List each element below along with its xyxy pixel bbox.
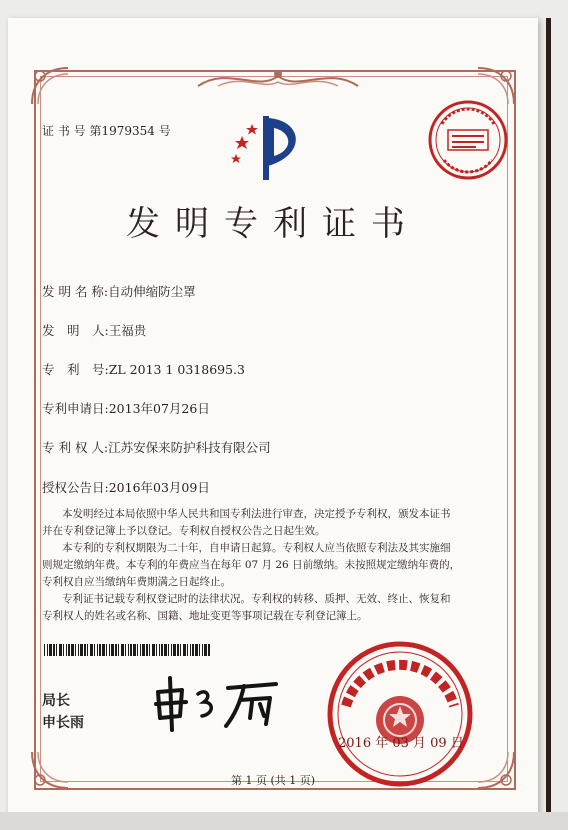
field-invention-name bbox=[42, 282, 196, 300]
tax-stamp-icon bbox=[426, 98, 510, 182]
official-seal-icon bbox=[326, 640, 474, 788]
page-edge bbox=[546, 18, 551, 818]
signer-title: 局长 bbox=[42, 693, 70, 709]
body-line: 专利证书记载专利权登记时的法律状况。专利权的转移、质押、无效、终止、恢复和 bbox=[62, 593, 451, 605]
field-value: 2016年03月09日 bbox=[108, 480, 210, 495]
field-value: 王福贵 bbox=[108, 323, 147, 338]
handwritten-signature-icon bbox=[148, 670, 288, 732]
field-grant-date bbox=[42, 478, 210, 496]
page-shadow bbox=[0, 812, 568, 830]
patent-office-emblem-icon bbox=[222, 110, 312, 184]
field-value: 自动伸缩防尘罩 bbox=[108, 284, 196, 299]
field-value: ZL 2013 1 0318695.3 bbox=[108, 362, 245, 377]
field-inventor bbox=[42, 321, 146, 339]
field-value: 江苏安保来防护科技有限公司 bbox=[108, 440, 271, 455]
field-label: 发 明 人: bbox=[42, 323, 109, 338]
field-label: 发 明 名 称: bbox=[42, 284, 109, 299]
top-ornament-icon bbox=[188, 62, 368, 96]
body-line: 本专利的专利权期限为二十年，自申请日起算。专利权人应当依照专利法及其实施细 bbox=[62, 542, 451, 554]
body-line: 则规定缴纳年费。本专利的年费应当在每年 07 月 26 日前缴纳。未按照规定缴纳年费的， bbox=[42, 559, 461, 571]
page-footer: 第 1 页 (共 1 页) bbox=[230, 774, 316, 787]
field-label: 专 利 权 人: bbox=[42, 440, 109, 455]
body-line: 并在专利登记簿上予以登记。专利权自授权公告之日起生效。 bbox=[42, 525, 326, 537]
field-patent-number bbox=[42, 360, 245, 378]
barcode-icon bbox=[44, 644, 212, 656]
field-application-date bbox=[42, 399, 210, 417]
field-value: 2013年07月26日 bbox=[108, 401, 210, 416]
certificate-number: 证 书 号 第1979354 号 bbox=[42, 124, 171, 138]
body-line: 专利权自应当缴纳年费期满之日起终止。 bbox=[42, 576, 231, 588]
corner-ornament-icon bbox=[28, 64, 74, 110]
seal-date: 2016 年 03 月 09 日 bbox=[338, 736, 464, 751]
certificate-sheet bbox=[8, 18, 538, 818]
field-label: 专 利 号: bbox=[42, 362, 109, 377]
body-line: 专利权人的姓名或名称、国籍、地址变更等事项记载在专利登记簿上。 bbox=[42, 610, 368, 622]
body-line: 本发明经过本局依照中华人民共和国专利法进行审查，决定授予专利权，颁发本证书 bbox=[62, 508, 451, 520]
signer-name: 申长雨 bbox=[42, 715, 84, 731]
field-label: 授权公告日: bbox=[42, 480, 109, 495]
field-patentee bbox=[42, 438, 271, 456]
field-label: 专利申请日: bbox=[42, 401, 109, 416]
certificate-title: 发明专利证书 bbox=[126, 204, 420, 244]
